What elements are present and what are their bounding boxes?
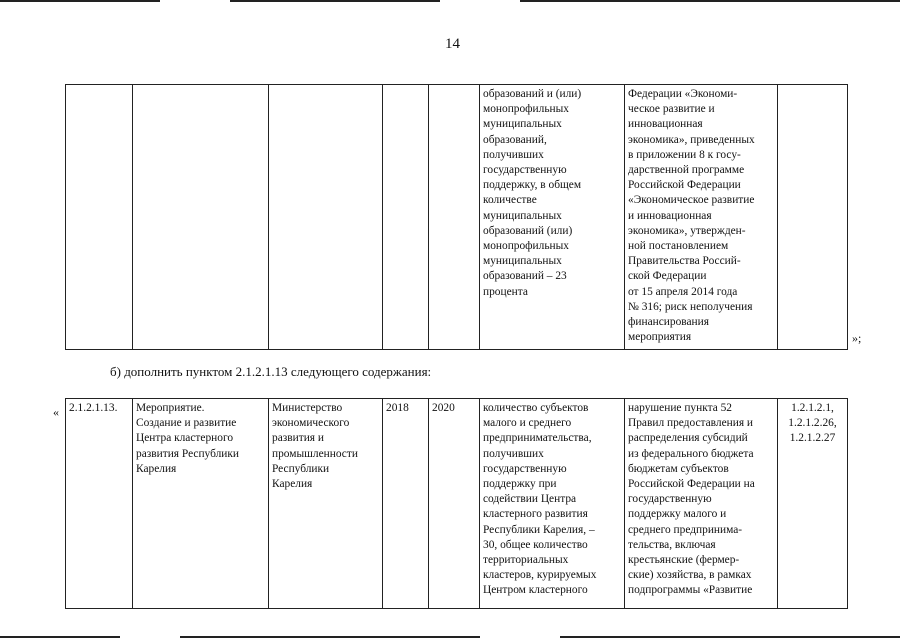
closing-quote: »; (852, 331, 862, 345)
cell-risk: нарушение пункта 52 Правил предоставления и распределения субсидий из федерального бюджета бюджетам субъектов Российской Федерации на государственную поддержку малого и среднего предпринима- тельства, включая крестьянские (фермер- ские) хозяйства, в рамках подпрограммы «Развитие (625, 399, 778, 609)
cell-number: 2.1.2.1.13. (66, 399, 133, 609)
cell-year-start: 2018 (383, 399, 429, 609)
cell-link: 1.2.1.2.1, 1.2.1.2.26, 1.2.1.2.27 (778, 399, 848, 609)
cell-year-start (383, 85, 429, 350)
table-continuation (65, 84, 848, 350)
cell-year-end (429, 85, 480, 350)
cell-link (778, 85, 848, 350)
cell-executor (269, 85, 383, 350)
cell-indicator: количество субъектов малого и среднего предпринимательства, получивших государственную поддержку при содействии Центра кластерного развития Республики Карелия, – 30, общее количество территориальных кластеров, курируемых Центром кластерного (480, 399, 625, 609)
cell-risk: Федерации «Экономи- ческое развитие и инновационная экономика», приведенных в приложении 8 к госу- дарственной программе Российской Федерации «Экономическое развитие и инновационная экономика», утвержден- ной постановлением Правительства Россий- ской Федерации от 15 апреля 2014 года № 316; риск неполучения финансирования мероприятия (625, 85, 778, 350)
scan-edge-bottom (0, 636, 905, 638)
scan-edge-top (0, 0, 905, 2)
cell-number (66, 85, 133, 350)
cell-indicator: образований и (или) монопрофильных муниципальных образований, получивших государственную поддержку, в общем количестве муниципальных образований (или) монопрофильных муниципальных образований – 23 процента (480, 85, 625, 350)
cell-executor: Министерство экономического развития и промышленности Республики Карелия (269, 399, 383, 609)
cell-year-end: 2020 (429, 399, 480, 609)
page-number: 14 (445, 36, 460, 52)
cell-event (133, 85, 269, 350)
amendment-paragraph: б) дополнить пунктом 2.1.2.1.13 следующего содержания: (110, 364, 432, 379)
table-new-item (65, 398, 848, 609)
opening-quote: « (53, 405, 59, 419)
cell-event: Мероприятие. Создание и развитие Центра кластерного развития Республики Карелия (133, 399, 269, 609)
